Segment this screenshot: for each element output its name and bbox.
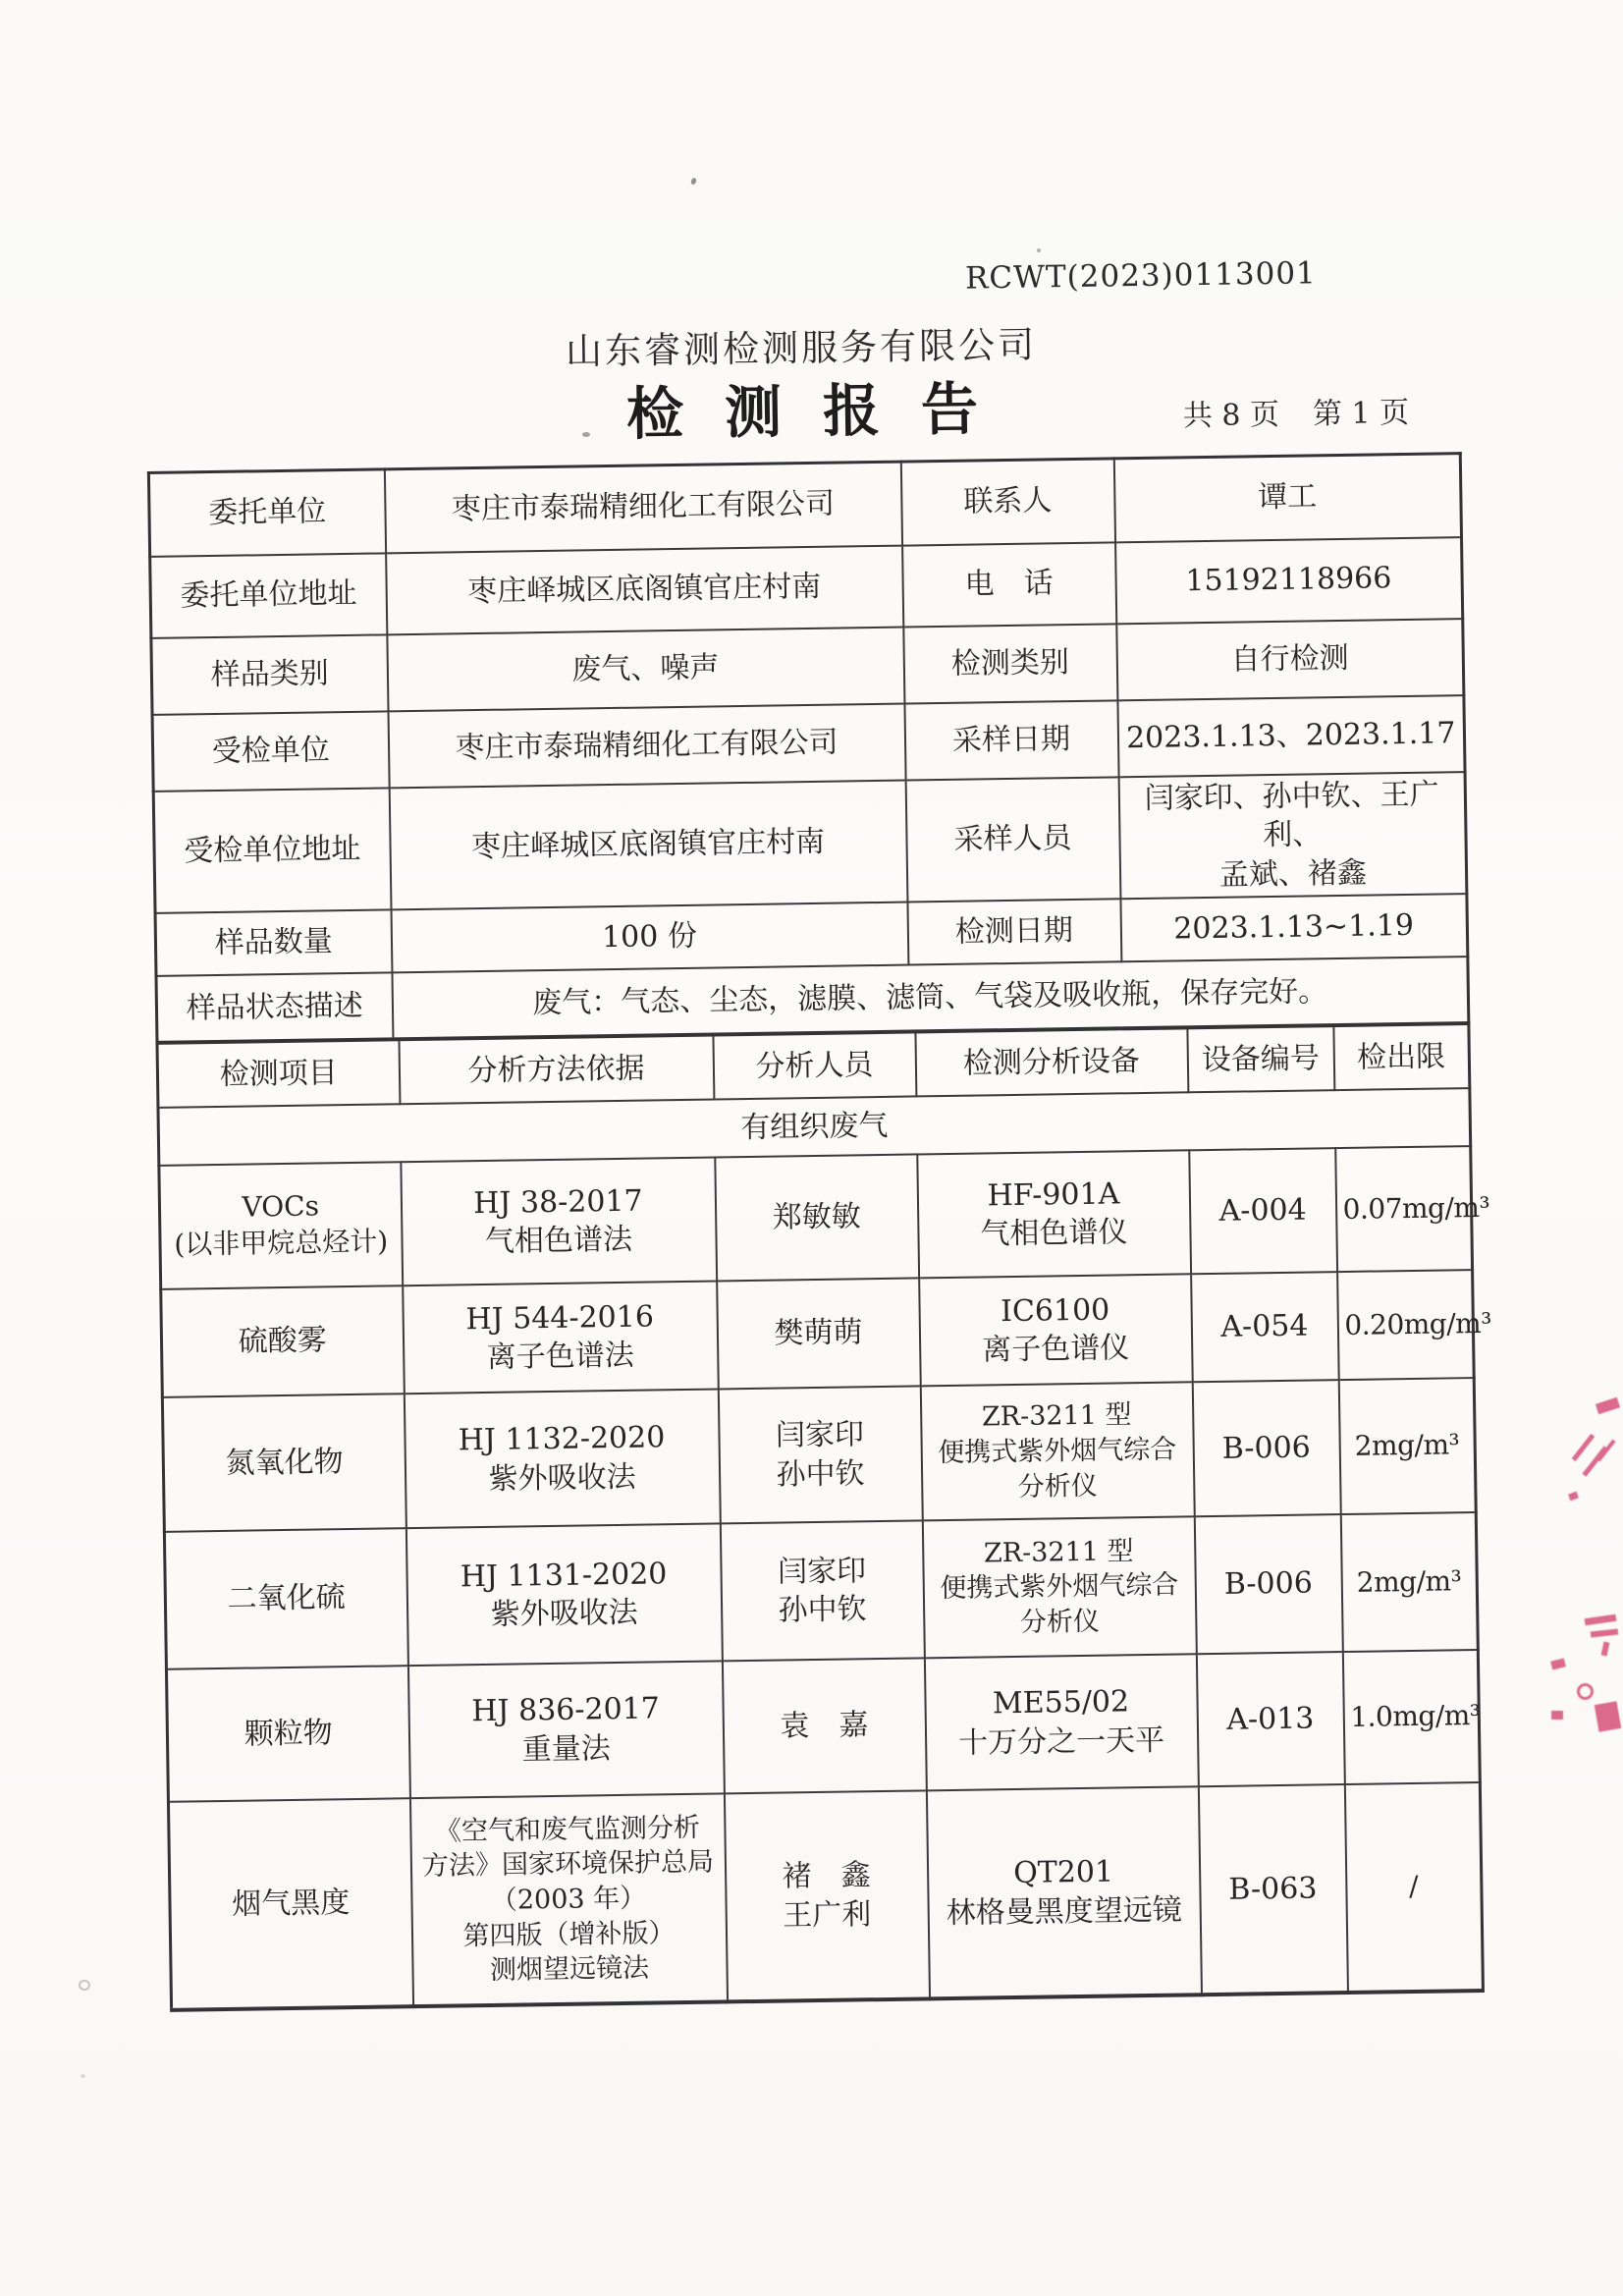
detection-limit: /: [1344, 1782, 1483, 1993]
page-current: 第 1 页: [1312, 395, 1410, 432]
scan-speck: [81, 2074, 85, 2078]
method-row: [162, 1378, 1476, 1532]
analyst: 郑敏敏: [715, 1155, 919, 1282]
info-label: 委托单位: [148, 469, 385, 557]
header-device-no: 设备编号: [1187, 1025, 1334, 1092]
pagination: [1182, 388, 1409, 434]
info-value: 枣庄峄城区底阁镇官庄村南: [386, 545, 903, 634]
method-basis: HJ 544-2016 离子色谱法: [403, 1282, 719, 1394]
page-total: 共 8 页: [1182, 397, 1280, 434]
header-detection-limit: 检出限: [1333, 1023, 1470, 1090]
info-value: 2023.1.13、2023.1.17: [1117, 695, 1465, 777]
info-value: 15192118966: [1115, 537, 1463, 624]
device: ME55/02 十万分之一天平: [924, 1655, 1198, 1791]
info-label: 检测类别: [903, 624, 1117, 703]
device-no: A-013: [1196, 1652, 1344, 1786]
detection-limit: 0.20mg/m³: [1337, 1270, 1475, 1380]
device-no: B-006: [1192, 1380, 1340, 1516]
info-value: 100 份: [391, 902, 908, 973]
header-device: 检测分析设备: [915, 1028, 1188, 1097]
info-label: 样品类别: [151, 634, 388, 715]
info-label: 检测日期: [907, 900, 1121, 965]
report-content: [144, 253, 1492, 2021]
device-no: B-006: [1194, 1514, 1342, 1654]
method-row: [164, 1512, 1478, 1669]
scan-speck: [1037, 248, 1041, 252]
method-table: [155, 1022, 1492, 2012]
sample-status-value: 废气：气态、尘态，滤膜、滤筒、气袋及吸收瓶，保存完好。: [392, 957, 1469, 1038]
device: HF-901A 气相色谱仪: [917, 1151, 1191, 1279]
info-label: 受检单位地址: [153, 788, 391, 913]
detection-limit: 2mg/m³: [1338, 1378, 1476, 1514]
method-row: [168, 1782, 1483, 2010]
method-row: [161, 1270, 1474, 1397]
header-analyst: 分析人员: [713, 1032, 916, 1100]
analyst: 闫家印 孙中钦: [720, 1521, 924, 1662]
scan-speck: [79, 1980, 90, 1991]
device-no: B-063: [1198, 1784, 1347, 1995]
info-label: 采样人员: [905, 777, 1120, 902]
method-row: [159, 1146, 1473, 1289]
test-item: 二氧化硫: [164, 1528, 407, 1669]
scan-speck: [582, 432, 590, 437]
company-name: 山东睿测检测服务有限公司: [565, 323, 1038, 373]
detection-limit: 1.0mg/m³: [1342, 1650, 1480, 1784]
info-label: 联系人: [900, 459, 1114, 545]
test-item: 烟气黑度: [168, 1798, 412, 2010]
seal-fragment-top: [1567, 1394, 1623, 1517]
test-item: 硫酸雾: [161, 1286, 405, 1398]
test-item: 颗粒物: [166, 1666, 409, 1802]
info-value: 闫家印、孙中钦、王广利、 孟斌、褚鑫: [1118, 772, 1467, 900]
detection-limit: 0.07mg/m³: [1335, 1146, 1473, 1272]
device: IC6100 离子色谱仪: [919, 1275, 1193, 1387]
method-basis: HJ 1132-2020 紫外吸收法: [404, 1390, 720, 1529]
info-value: 自行检测: [1116, 619, 1464, 700]
test-item: VOCs (以非甲烷总烃计): [159, 1163, 403, 1290]
analyst: 闫家印 孙中钦: [718, 1387, 922, 1524]
client-info-table: [147, 452, 1470, 1044]
method-basis: HJ 1131-2020 紫外吸收法: [406, 1524, 722, 1667]
info-value: 废气、噪声: [387, 627, 904, 711]
seal-fragment-bottom: [1551, 1613, 1623, 1740]
header-test-item: 检测项目: [157, 1040, 400, 1109]
tables-block: [147, 452, 1492, 2012]
info-value: 枣庄市泰瑞精细化工有限公司: [388, 703, 905, 788]
info-value: 枣庄市泰瑞精细化工有限公司: [384, 462, 901, 553]
method-row: [166, 1650, 1480, 1802]
device: ZR-3211 型 便携式紫外烟气综合 分析仪: [922, 1517, 1196, 1659]
info-label: 样品状态描述: [156, 973, 393, 1043]
info-row: [153, 772, 1467, 914]
method-basis: HJ 836-2017 重量法: [407, 1662, 724, 1799]
info-value: 2023.1.13~1.19: [1120, 894, 1468, 961]
info-label: 电 话: [902, 542, 1116, 627]
info-value: 谭工: [1113, 454, 1461, 542]
analyst: 袁 嘉: [722, 1659, 926, 1794]
header-method-basis: 分析方法依据: [399, 1035, 714, 1105]
analyst: 褚 鑫 王广利: [724, 1791, 929, 2002]
report-title-text: 检测报告: [625, 374, 1020, 448]
scan-speck: [690, 177, 697, 185]
info-value: 枣庄峄城区底阁镇官庄村南: [389, 780, 907, 910]
info-label: 样品数量: [155, 910, 392, 977]
section-title: 有组织废气: [158, 1088, 1471, 1166]
test-item: 氮氧化物: [162, 1394, 406, 1532]
method-basis: HJ 38-2017 气相色谱法: [401, 1158, 717, 1286]
device: ZR-3211 型 便携式紫外烟气综合 分析仪: [920, 1383, 1194, 1521]
device-no: A-054: [1191, 1272, 1339, 1382]
method-basis: 《空气和废气监测分析 方法》国家环境保护总局 （2003 年） 第四版（增补版） 测烟望远镜法: [409, 1794, 727, 2007]
info-label: 委托单位地址: [150, 553, 387, 638]
device-no: A-004: [1189, 1148, 1337, 1274]
analyst: 樊萌萌: [717, 1279, 921, 1390]
detection-limit: 2mg/m³: [1340, 1512, 1478, 1652]
info-label: 采样日期: [904, 700, 1118, 780]
info-label: 受检单位: [152, 711, 389, 792]
device: QT201 林格曼黑度望远镜: [926, 1787, 1201, 1999]
report-number: RCWT(2023)0113001: [964, 255, 1318, 297]
